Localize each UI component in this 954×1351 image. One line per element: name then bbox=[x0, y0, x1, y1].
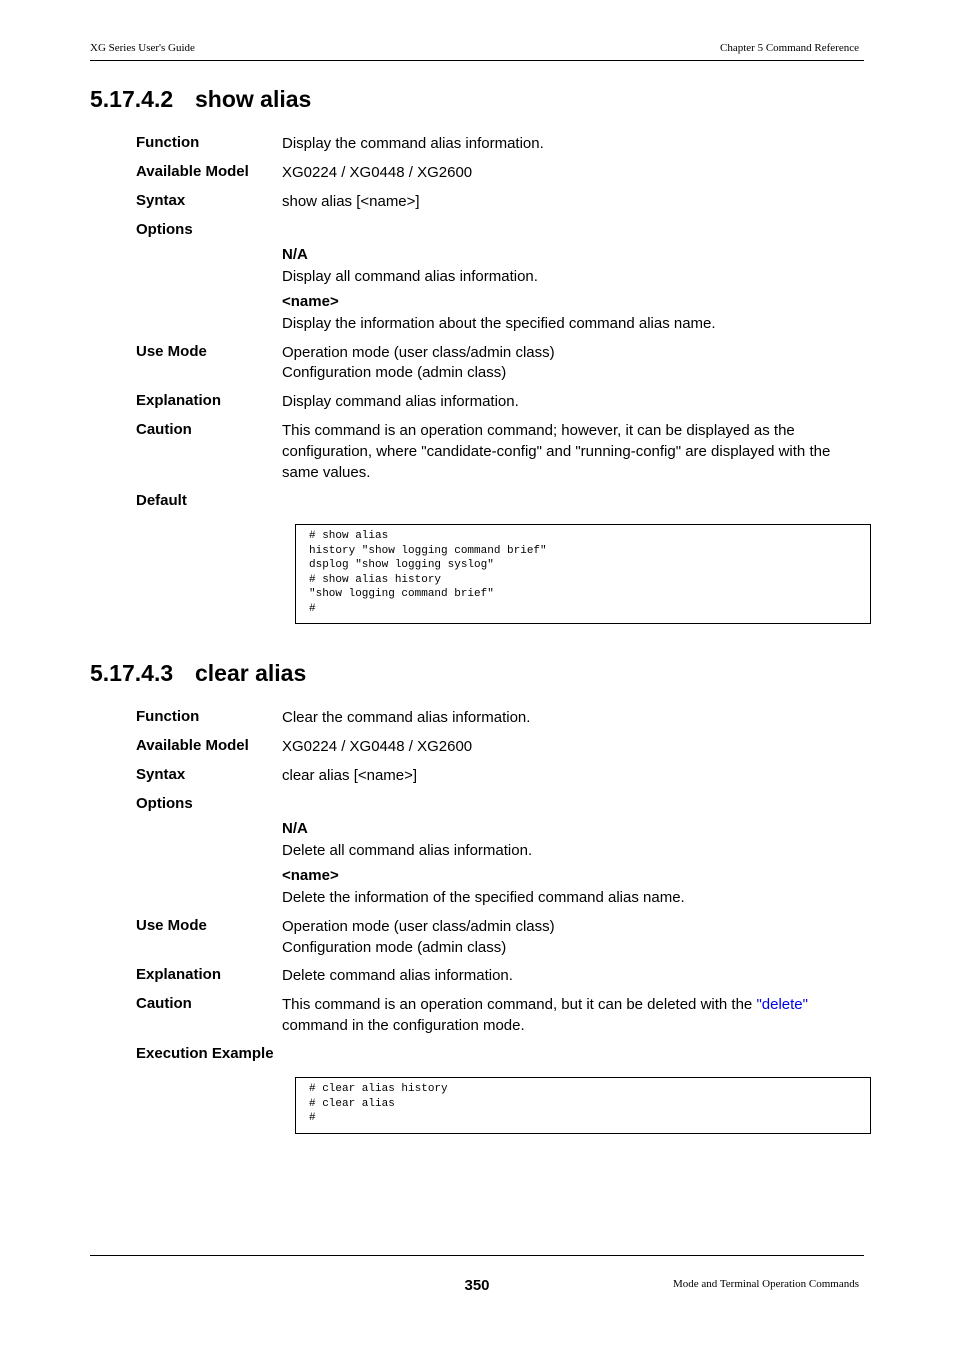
label-default: Default bbox=[136, 492, 187, 509]
code-block-show-alias: # show alias history "show logging command brief" dsplog "show logging syslog" # show alias history "show logging command brief" # bbox=[295, 524, 871, 624]
footer-section-title: Mode and Terminal Operation Commands bbox=[673, 1278, 859, 1290]
label-syntax: Syntax bbox=[136, 766, 186, 783]
value-caution: This command is an operation command; however, it can be displayed as the configuration, where "candidate-config" and "running-config" are displayed with the same values. bbox=[282, 422, 831, 481]
value-use-mode-1: Operation mode (user class/admin class) bbox=[282, 918, 555, 935]
label-function: Function bbox=[136, 708, 200, 725]
value-use-mode-2: Configuration mode (admin class) bbox=[282, 364, 507, 381]
label-caution: Caution bbox=[136, 421, 192, 438]
value-explanation: Delete command alias information. bbox=[282, 967, 513, 984]
label-syntax: Syntax bbox=[136, 192, 186, 209]
value-syntax: show alias [<name>] bbox=[282, 193, 420, 210]
option-name: <name> bbox=[282, 867, 339, 884]
value-available-model: XG0224 / XG0448 / XG2600 bbox=[282, 738, 473, 755]
label-available-model: Available Model bbox=[136, 737, 249, 754]
value-use-mode-2: Configuration mode (admin class) bbox=[282, 939, 507, 956]
delete-command-link[interactable]: "delete" bbox=[756, 996, 808, 1013]
option-desc: Delete the information of the specified command alias name. bbox=[282, 889, 685, 906]
value-available-model: XG0224 / XG0448 / XG2600 bbox=[282, 164, 473, 181]
value-syntax: clear alias [<name>] bbox=[282, 767, 418, 784]
value-use-mode-1: Operation mode (user class/admin class) bbox=[282, 344, 555, 361]
option-desc: Delete all command alias information. bbox=[282, 842, 533, 859]
section-heading-show-alias bbox=[90, 86, 311, 113]
value-caution bbox=[282, 994, 864, 1036]
value-function: Display the command alias information. bbox=[282, 135, 544, 152]
label-execution-example: Execution Example bbox=[136, 1045, 274, 1062]
page-number: 350 bbox=[464, 1277, 490, 1294]
label-options: Options bbox=[136, 795, 193, 812]
option-name: N/A bbox=[282, 820, 308, 837]
option-name: <name> bbox=[282, 293, 339, 310]
caution-text-cont: command in the configuration mode. bbox=[282, 1017, 525, 1034]
section-heading-clear-alias bbox=[90, 660, 306, 687]
option-desc: Display the information about the specified command alias name. bbox=[282, 315, 716, 332]
page-header bbox=[90, 42, 864, 61]
page-footer bbox=[90, 1255, 864, 1296]
section-title: show alias bbox=[195, 86, 312, 112]
section-number: 5.17.4.3 bbox=[90, 660, 174, 686]
section-title: clear alias bbox=[195, 660, 307, 686]
label-use-mode: Use Mode bbox=[136, 343, 207, 360]
value-explanation: Display command alias information. bbox=[282, 393, 519, 410]
label-caution: Caution bbox=[136, 995, 192, 1012]
value-function: Clear the command alias information. bbox=[282, 709, 531, 726]
label-options: Options bbox=[136, 221, 193, 238]
label-explanation: Explanation bbox=[136, 392, 222, 409]
chapter-title: Chapter 5 Command Reference bbox=[720, 42, 859, 54]
section-number: 5.17.4.2 bbox=[90, 86, 174, 112]
label-function: Function bbox=[136, 134, 200, 151]
label-available-model: Available Model bbox=[136, 163, 249, 180]
label-explanation: Explanation bbox=[136, 966, 222, 983]
doc-title: XG Series User's Guide bbox=[90, 42, 195, 54]
label-use-mode: Use Mode bbox=[136, 917, 207, 934]
option-name: N/A bbox=[282, 246, 308, 263]
option-desc: Display all command alias information. bbox=[282, 268, 538, 285]
caution-text: This command is an operation command, but it can be deleted with the bbox=[282, 996, 757, 1013]
code-block-clear-alias: # clear alias history # clear alias # bbox=[295, 1077, 871, 1134]
